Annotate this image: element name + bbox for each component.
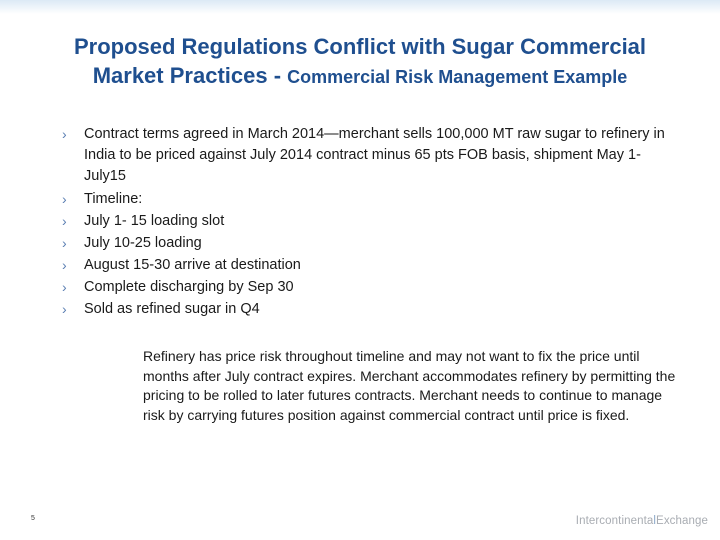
bullet-arrow-icon: ›: [62, 257, 67, 273]
bullet-arrow-icon: ›: [62, 126, 67, 142]
bullet-item: [62, 254, 682, 276]
bullet-list: [62, 124, 682, 320]
page-number: 5: [31, 515, 35, 522]
title-line-2-sub: Commercial Risk Management Example: [287, 67, 628, 87]
bullet-text: Contract terms agreed in March 2014—merchant sells 100,000 MT raw sugar to refinery in India to be priced against July 2014 contract minus 65 pts FOB basis, shipment May 1-July15: [84, 126, 665, 184]
summary-paragraph: Refinery has price risk throughout timeline and may not want to fix the price until months after July contract expires. Merchant accommodates refinery by permitting the pricing to be rolled to later futures contracts. Merchant needs to continue to manage risk by carrying futures position against commercial contract until price is fixed.: [143, 348, 676, 423]
logo-text-accent: l: [653, 515, 657, 527]
intercontinental-exchange-logo: [576, 515, 708, 527]
logo-text-part-1: Intercontinenta: [575, 515, 654, 527]
bullet-item: [62, 124, 682, 187]
bullet-arrow-icon: ›: [62, 191, 67, 207]
bullet-text: Complete discharging by Sep 30: [84, 279, 294, 295]
top-gradient-band: [0, 0, 720, 14]
bullet-arrow-icon: ›: [62, 279, 67, 295]
bullet-arrow-icon: ›: [62, 301, 67, 317]
bullet-text: July 10-25 loading: [84, 235, 202, 251]
bullet-item: [62, 232, 682, 254]
bullet-item: [62, 276, 682, 298]
bullet-text: Sold as refined sugar in Q4: [84, 301, 260, 317]
bullet-text: Timeline:: [84, 191, 143, 207]
title-line-2-main: Market Practices -: [92, 63, 288, 88]
bullet-arrow-icon: ›: [62, 235, 67, 251]
bullet-text: August 15-30 arrive at destination: [84, 257, 301, 273]
bullet-text: July 1- 15 loading slot: [84, 213, 225, 229]
bullet-arrow-icon: ›: [62, 213, 67, 229]
logo-text-part-2: Exchange: [656, 515, 708, 527]
bullet-item: [62, 298, 682, 320]
title-line-1: Proposed Regulations Conflict with Sugar Commercial: [73, 34, 647, 59]
slide-title: [20, 32, 700, 93]
bullet-item: [62, 188, 682, 210]
bullet-item: [62, 210, 682, 232]
